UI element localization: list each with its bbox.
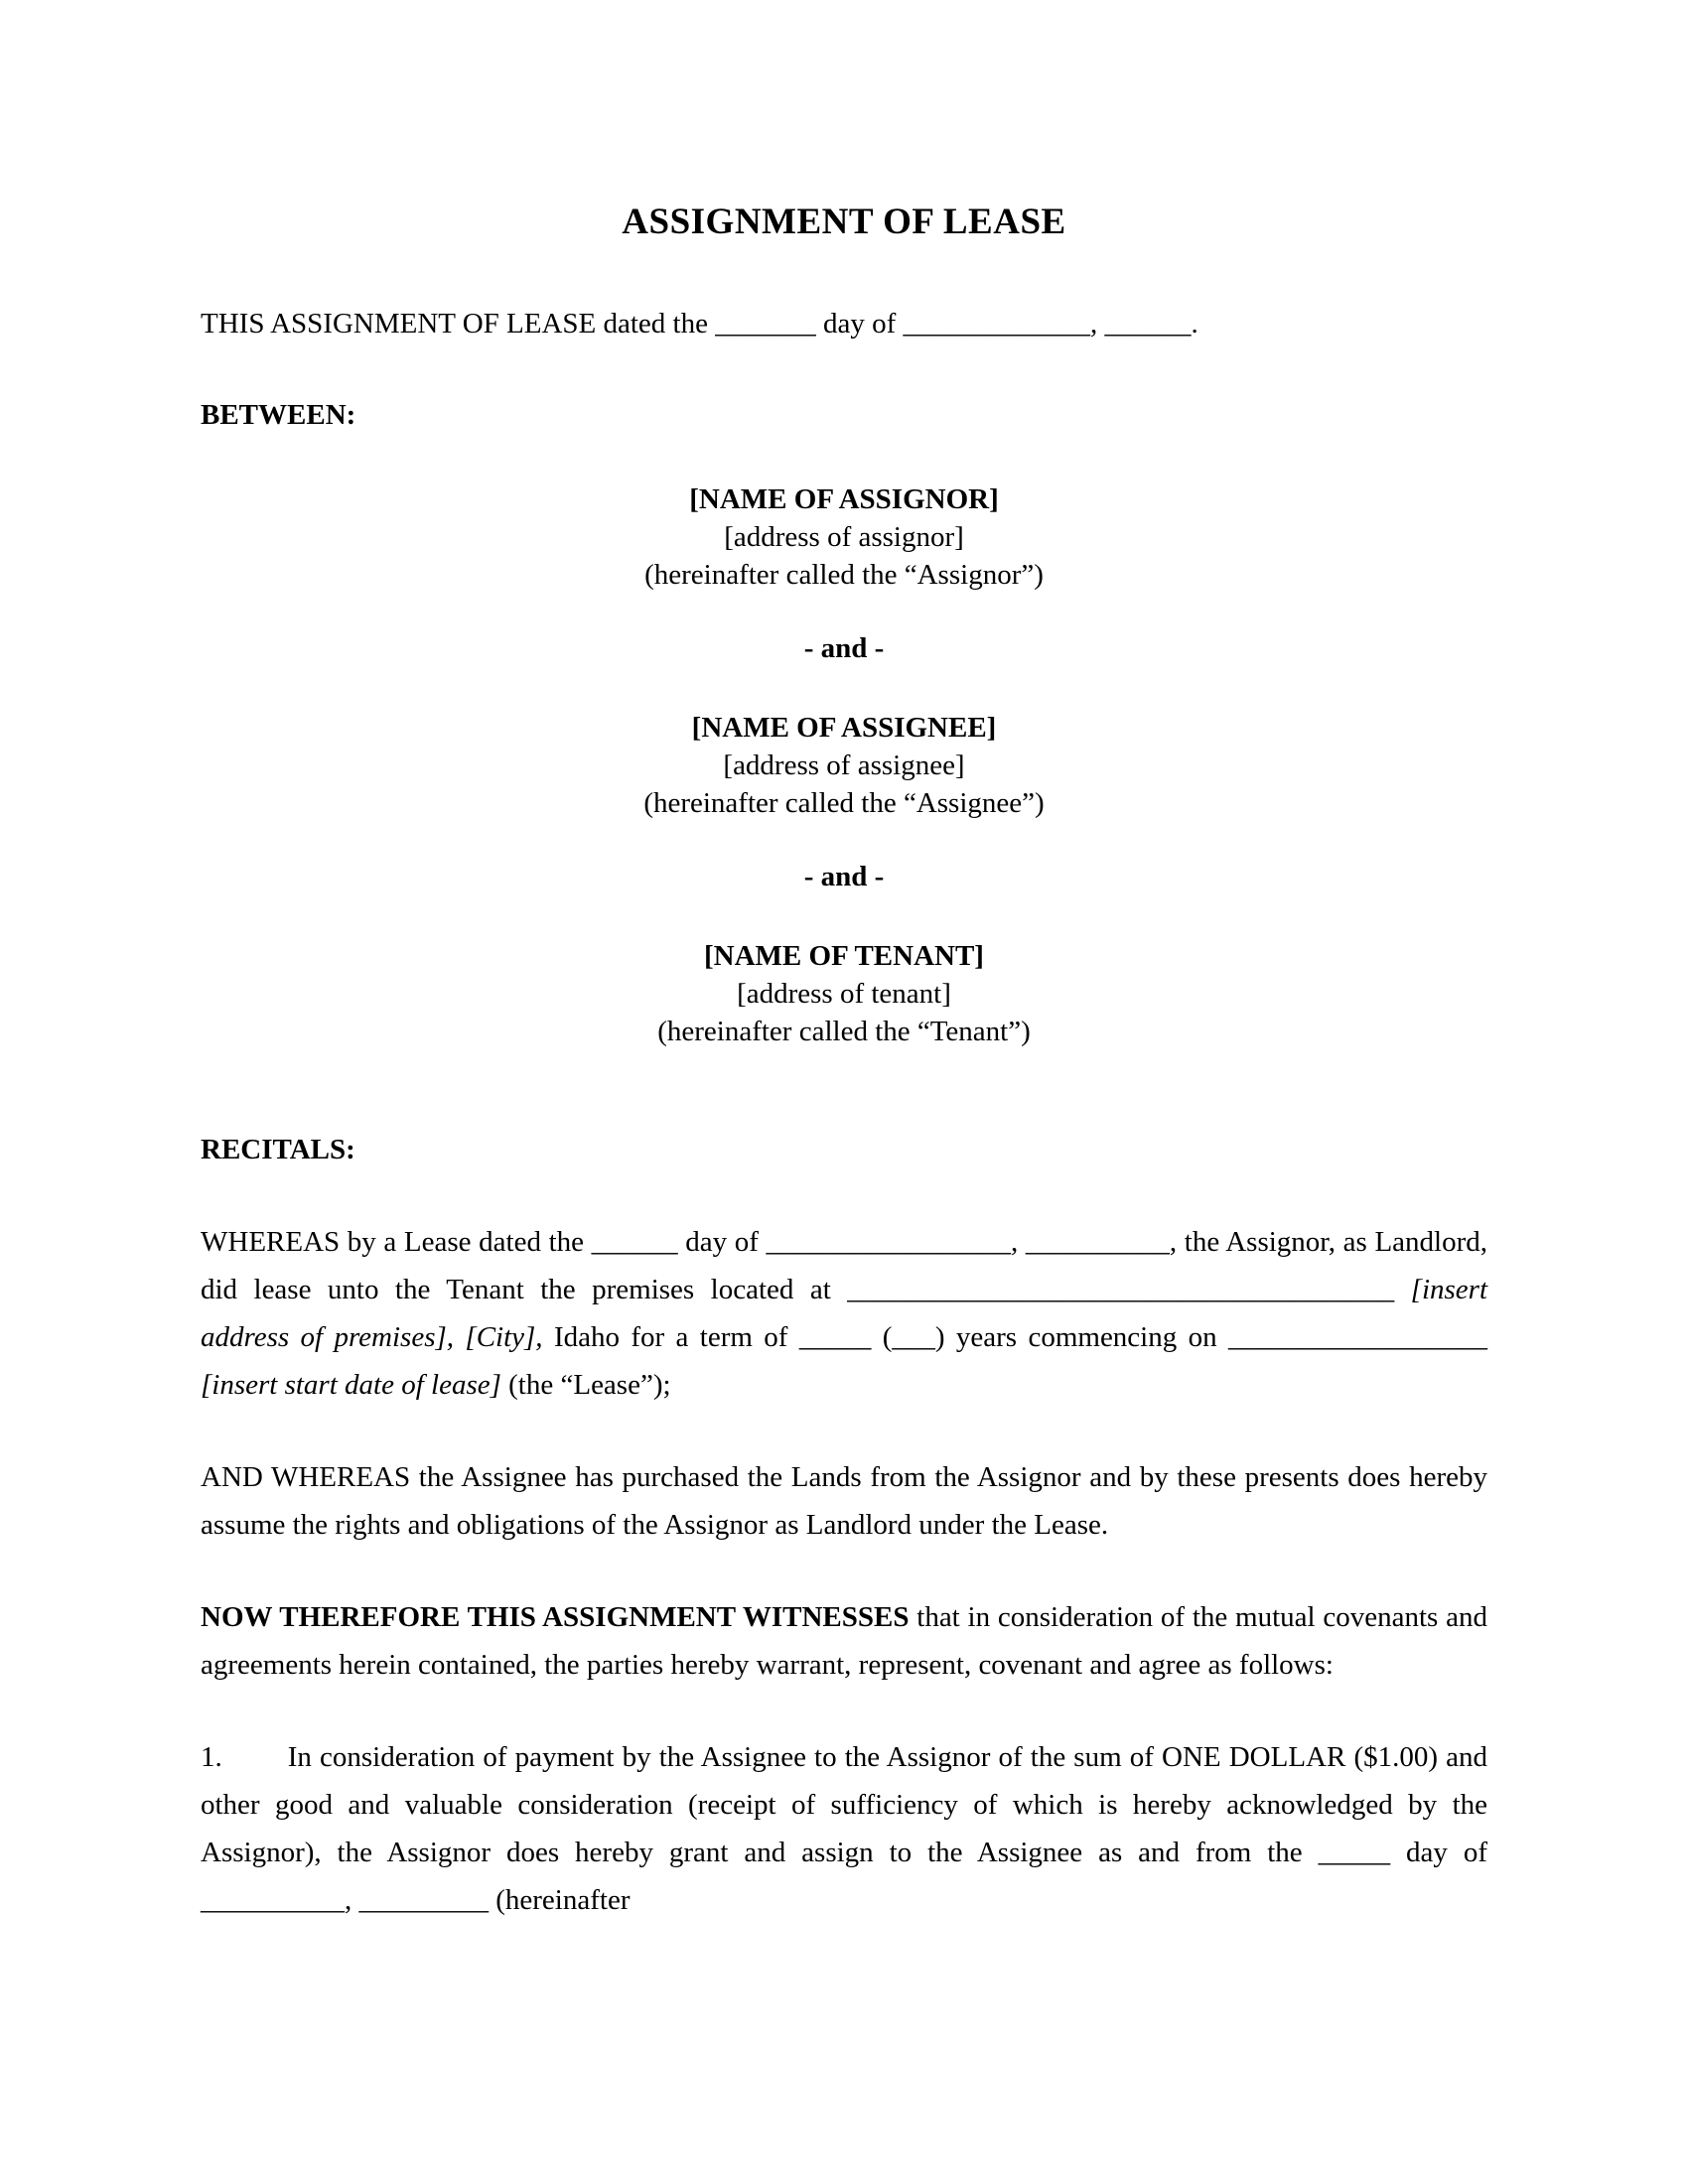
tenant-alias: (hereinafter called the “Tenant”) [657,1016,1031,1048]
assignor-alias: (hereinafter called the “Assignor”) [644,559,1044,592]
assignee-address: [address of assignee] [723,750,965,782]
party-block-assignee [201,709,1487,822]
assignor-name: [NAME OF ASSIGNOR] [689,483,999,516]
now-therefore-paragraph: NOW THEREFORE THIS ASSIGNMENT WITNESSES that in consideration of the mutual covenants and agreements herein contained, the parties hereby warrant, represent, covenant and agree as follows: [201,1601,1488,1682]
and-separator-2: - and - [803,861,885,893]
whereas-paragraph: WHEREAS by a Lease dated the ______ day of _________________, __________, the Assignor, as Landlord, did lease unto the Tenant the premises located at ______________________________________ [insert address of premises], [City], Idaho for a term of _____ (___) years commencing on __________________ [insert start date of lease] (the “Lease”); [201,1226,1487,1402]
between-label: BETWEEN: [201,399,356,432]
clause-1-text: In consideration of payment by the Assignee to the Assignor of the sum of ONE DOLLAR ($1.00) and other good and valuable consideration (receipt of sufficiency of which is hereby acknowledged by the Assignor), the Assignor does hereby grant and assign to the Assignee as and from the _____ day of __________, _________ (hereinafter [201,1741,1487,1917]
clause-1-paragraph [201,1733,1487,1924]
tenant-name: [NAME OF TENANT] [704,940,984,973]
recitals-label: RECITALS: [201,1134,355,1166]
assignor-address: [address of assignor] [724,521,964,554]
and-separator-1: - and - [803,632,885,665]
assignee-name: [NAME OF ASSIGNEE] [691,712,997,745]
intro-paragraph: THIS ASSIGNMENT OF LEASE dated the _______ day of _____________, ______. [201,308,1198,341]
clause-1-number: 1. [201,1741,222,1774]
and-whereas-paragraph: AND WHEREAS the Assignee has purchased the Lands from the Assignor and by these presents does hereby assume the rights and obligations of the Assignor as Landlord under the Lease. [201,1461,1487,1542]
party-block-tenant [201,937,1487,1050]
tenant-address: [address of tenant] [737,978,951,1011]
assignee-alias: (hereinafter called the “Assignee”) [643,787,1045,820]
party-block-assignor [201,480,1487,594]
document-title: ASSIGNMENT OF LEASE [622,202,1066,242]
